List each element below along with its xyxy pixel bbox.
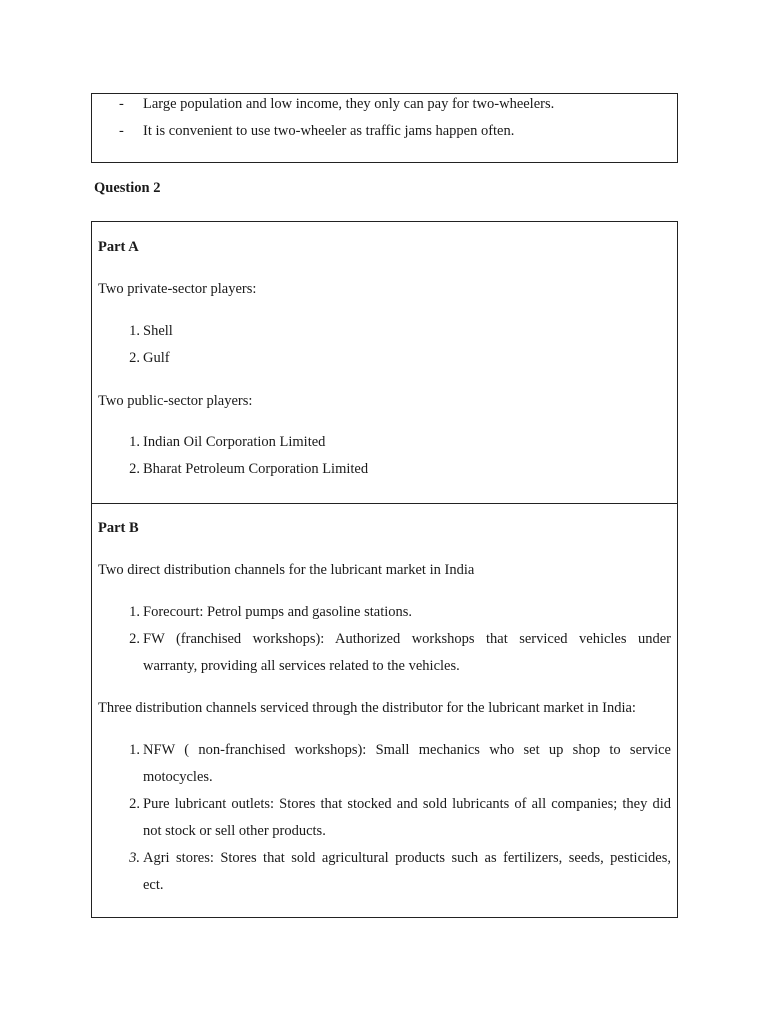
direct-intro: Two direct distribution channels for the lubricant market in India xyxy=(98,562,475,578)
list-item: Gulf xyxy=(143,350,170,366)
list-item-line: NFW ( non-franchised workshops): Small mechanics who set up shop to service xyxy=(143,742,671,758)
list-number: 1. xyxy=(129,434,140,450)
list-item-line: motocycles. xyxy=(143,769,213,785)
list-number: 2. xyxy=(129,461,140,477)
continuation-box xyxy=(91,93,678,163)
list-number: 1. xyxy=(129,323,140,339)
list-number: 2. xyxy=(129,631,140,647)
list-number: 2. xyxy=(129,350,140,366)
section-divider xyxy=(92,503,677,504)
public-intro: Two public-sector players: xyxy=(98,393,253,409)
part-b-heading: Part B xyxy=(98,520,139,536)
bullet-text: It is convenient to use two-wheeler as traffic jams happen often. xyxy=(143,123,515,139)
bullet-text: Large population and low income, they only can pay for two-wheelers. xyxy=(143,96,555,112)
list-number: 1. xyxy=(129,742,140,758)
list-number: 3. xyxy=(129,850,140,866)
private-intro: Two private-sector players: xyxy=(98,281,257,297)
list-item-line: warranty, providing all services related to the vehicles. xyxy=(143,658,460,674)
bullet-dash: - xyxy=(119,123,124,139)
list-number: 1. xyxy=(129,604,140,620)
list-item: Shell xyxy=(143,323,173,339)
list-number: 2. xyxy=(129,796,140,812)
question-title: Question 2 xyxy=(94,180,161,196)
list-item-line: not stock or sell other products. xyxy=(143,823,326,839)
list-item: Forecourt: Petrol pumps and gasoline stations. xyxy=(143,604,413,620)
question-box xyxy=(91,221,678,918)
list-item-line: Pure lubricant outlets: Stores that stocked and sold lubricants of all companies; they did xyxy=(143,796,671,812)
list-item: Bharat Petroleum Corporation Limited xyxy=(143,461,369,477)
list-item-line: ect. xyxy=(143,877,164,893)
list-item-line: FW (franchised workshops): Authorized workshops that serviced vehicles under xyxy=(143,631,671,647)
distributor-intro: Three distribution channels serviced through the distributor for the lubricant market in India: xyxy=(98,700,636,716)
list-item-line: Agri stores: Stores that sold agricultural products such as fertilizers, seeds, pesticides, xyxy=(143,850,671,866)
list-item: Indian Oil Corporation Limited xyxy=(143,434,326,450)
part-a-heading: Part A xyxy=(98,239,139,255)
bullet-dash: - xyxy=(119,96,124,112)
